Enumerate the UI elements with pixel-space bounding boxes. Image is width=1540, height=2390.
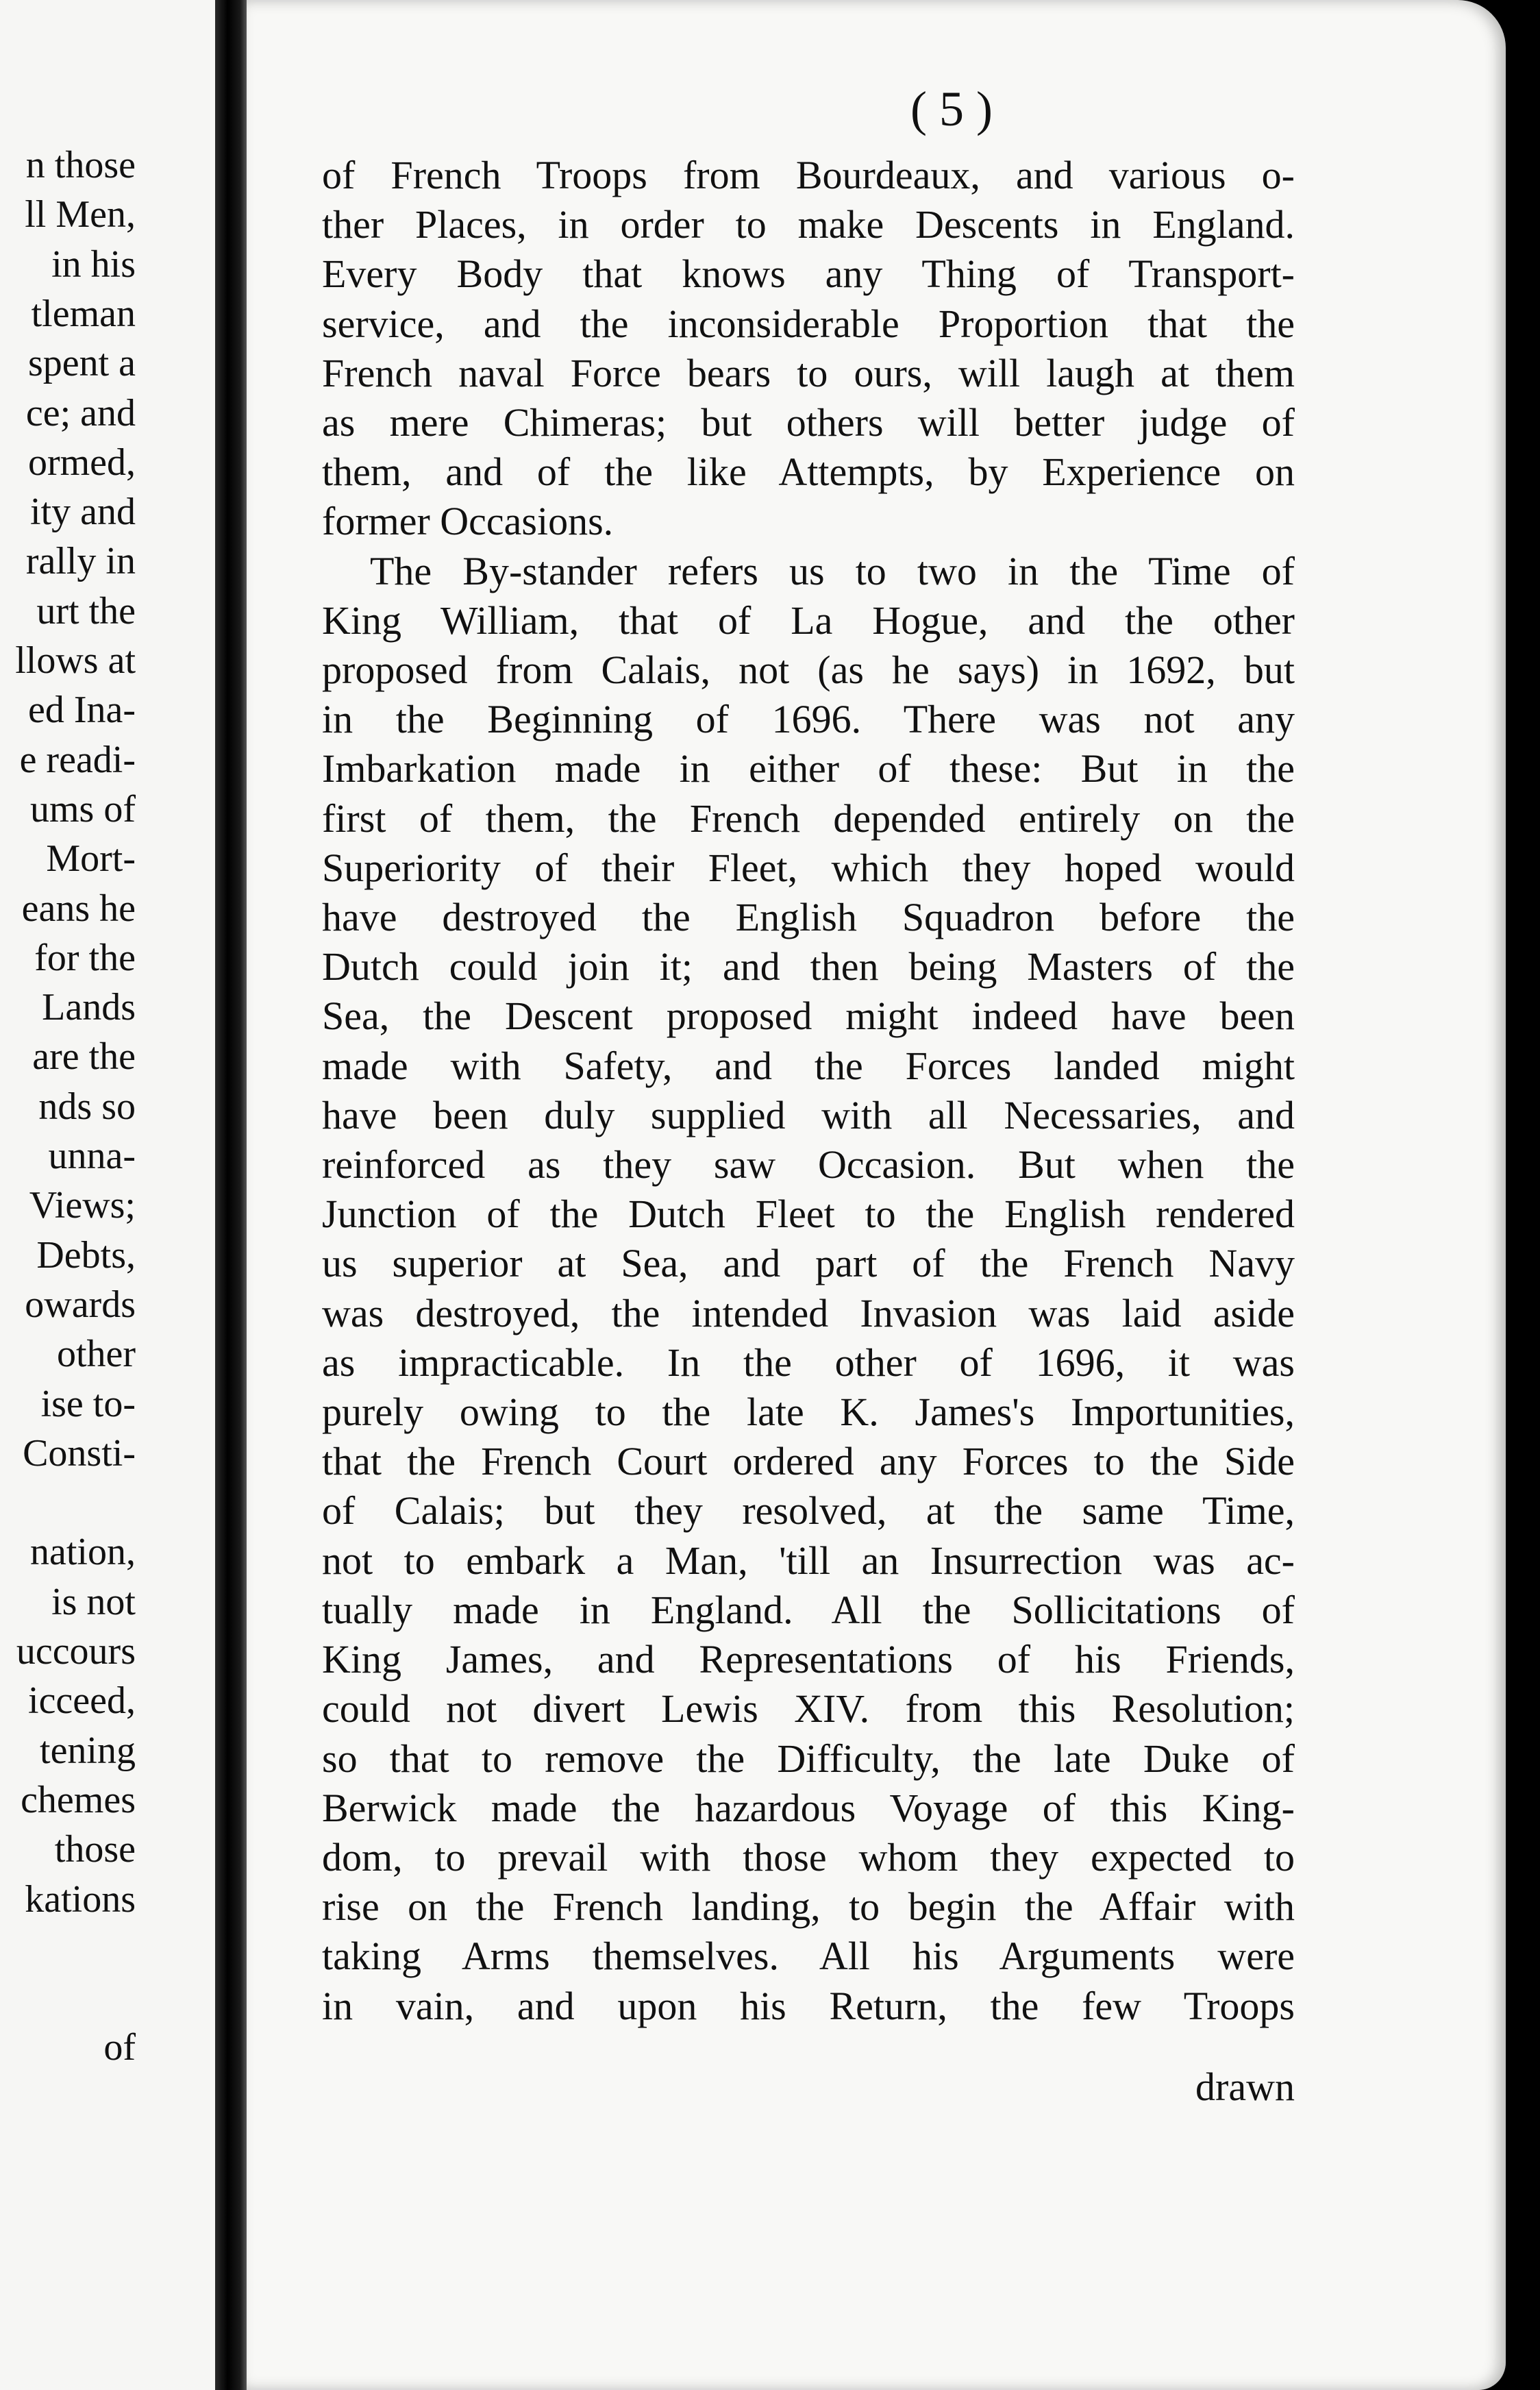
text-line: them, and of the like Attempts, by Experience on xyxy=(322,449,1295,495)
left-page-line: Mort- xyxy=(46,837,136,880)
text-line: King James, and Representations of his Friends, xyxy=(322,1637,1295,1682)
text-line: in vain, and upon his Return, the few Troops xyxy=(322,1983,1295,2028)
left-page-line: ce; and xyxy=(25,391,136,434)
left-page-line: are the xyxy=(32,1035,136,1079)
text-line: made with Safety, and the Forces landed might xyxy=(322,1043,1295,1088)
body-text xyxy=(322,151,1295,2031)
left-page-line: those xyxy=(54,1828,136,1871)
text-line: as mere Chimeras; but others will better judge of xyxy=(322,400,1295,445)
left-page-line: other xyxy=(56,1333,136,1376)
text-line: tually made in England. All the Sollicitations of xyxy=(322,1587,1295,1632)
left-page-line: Lands xyxy=(42,986,136,1029)
text-line: have destroyed the English Squadron before the xyxy=(322,895,1295,940)
text-line: Sea, the Descent proposed might indeed have been xyxy=(322,994,1295,1039)
left-page-line: llows at xyxy=(15,639,136,682)
text-line: in the Beginning of 1696. There was not any xyxy=(322,697,1295,742)
text-line: Berwick made the hazardous Voyage of this King- xyxy=(322,1785,1295,1830)
text-line: was destroyed, the intended Invasion was laid aside xyxy=(322,1290,1295,1335)
left-page-line: ll Men, xyxy=(25,193,136,236)
text-line: rise on the French landing, to begin the Affair with xyxy=(322,1884,1295,1930)
text-line: Superiority of their Fleet, which they hoped would xyxy=(322,845,1295,890)
left-page-line: of xyxy=(103,2026,136,2069)
left-page-line: Debts, xyxy=(36,1233,136,1277)
left-page-line: nation, xyxy=(30,1531,136,1574)
left-page-line: chemes xyxy=(21,1778,136,1821)
text-line: first of them, the French depended entirely on the xyxy=(322,796,1295,841)
left-page-line: nds so xyxy=(38,1085,136,1128)
text-line: that the French Court ordered any Forces to the Side xyxy=(322,1439,1295,1484)
right-page xyxy=(247,0,1506,2390)
text-line: Imbarkation made in either of these: But in the xyxy=(322,746,1295,791)
left-page-line: is not xyxy=(51,1580,136,1623)
left-page-line: urt the xyxy=(36,589,136,632)
text-line: King William, that of La Hogue, and the other xyxy=(322,598,1295,643)
left-page-line: unna- xyxy=(48,1135,136,1177)
text-line: French naval Force bears to ours, will laugh at them xyxy=(322,350,1295,395)
left-page-line: n those xyxy=(25,144,136,186)
left-page-line: in his xyxy=(51,243,136,286)
text-line: us superior at Sea, and part of the French Navy xyxy=(322,1241,1295,1286)
text-line: could not divert Lewis XIV. from this Resolution; xyxy=(322,1686,1295,1732)
text-line: service, and the inconsiderable Proportion that the xyxy=(322,301,1295,346)
text-line: not to embark a Man, 'till an Insurrection was ac- xyxy=(322,1538,1295,1583)
left-page-line: rally in xyxy=(25,540,136,583)
text-line: of French Troops from Bourdeaux, and various o- xyxy=(322,153,1295,197)
page-number: ( 5 ) xyxy=(910,82,993,136)
left-page-line: ity and xyxy=(30,491,136,534)
left-page-line: Views; xyxy=(29,1184,136,1227)
text-line: Dutch could join it; and then being Masters of the xyxy=(322,944,1295,989)
text-line: have been duly supplied with all Necessaries, and xyxy=(322,1092,1295,1137)
text-line: reinforced as they saw Occasion. But when the xyxy=(322,1142,1295,1187)
text-line: Junction of the Dutch Fleet to the English rendered xyxy=(322,1192,1295,1237)
text-line: dom, to prevail with those whom they expected to xyxy=(322,1834,1295,1880)
left-page-line: kations xyxy=(25,1877,136,1921)
text-line: former Occasions. xyxy=(322,499,614,544)
left-page-line: ormed, xyxy=(27,441,136,484)
text-line: The By-stander refers us to two in the Time of xyxy=(370,548,1295,593)
text-line: of Calais; but they resolved, at the same Time, xyxy=(322,1488,1295,1533)
text-line: purely owing to the late K. James's Importunities, xyxy=(322,1390,1295,1435)
left-page-line: ise to- xyxy=(40,1382,136,1425)
text-line: proposed from Calais, not (as he says) in 1692, but xyxy=(322,648,1295,693)
text-line: as impracticable. In the other of 1696, it was xyxy=(322,1340,1295,1385)
left-page-line: owards xyxy=(25,1283,136,1326)
left-page-line: ed Ina- xyxy=(27,689,136,732)
left-page-line: icceed, xyxy=(28,1679,136,1723)
left-page-line: uccours xyxy=(16,1630,136,1673)
catchword: drawn xyxy=(1195,2065,1295,2109)
left-page-line: eans he xyxy=(21,887,136,930)
left-page-fragment xyxy=(0,0,215,2390)
book-gutter xyxy=(215,0,247,2390)
text-line: taking Arms themselves. All his Arguments were xyxy=(322,1934,1295,1979)
left-page-line: spent a xyxy=(27,342,136,385)
left-page-line: tening xyxy=(40,1729,136,1772)
left-page-line: for the xyxy=(34,936,136,979)
left-page-line: e readi- xyxy=(19,738,136,781)
text-line: Every Body that knows any Thing of Transport- xyxy=(322,251,1295,297)
left-page-line: tleman xyxy=(31,292,136,335)
left-page-line: Consti- xyxy=(23,1431,136,1475)
left-page-line: ums of xyxy=(30,787,136,830)
text-line: so that to remove the Difficulty, the late Duke of xyxy=(322,1736,1295,1781)
text-line: ther Places, in order to make Descents in England. xyxy=(322,202,1295,247)
